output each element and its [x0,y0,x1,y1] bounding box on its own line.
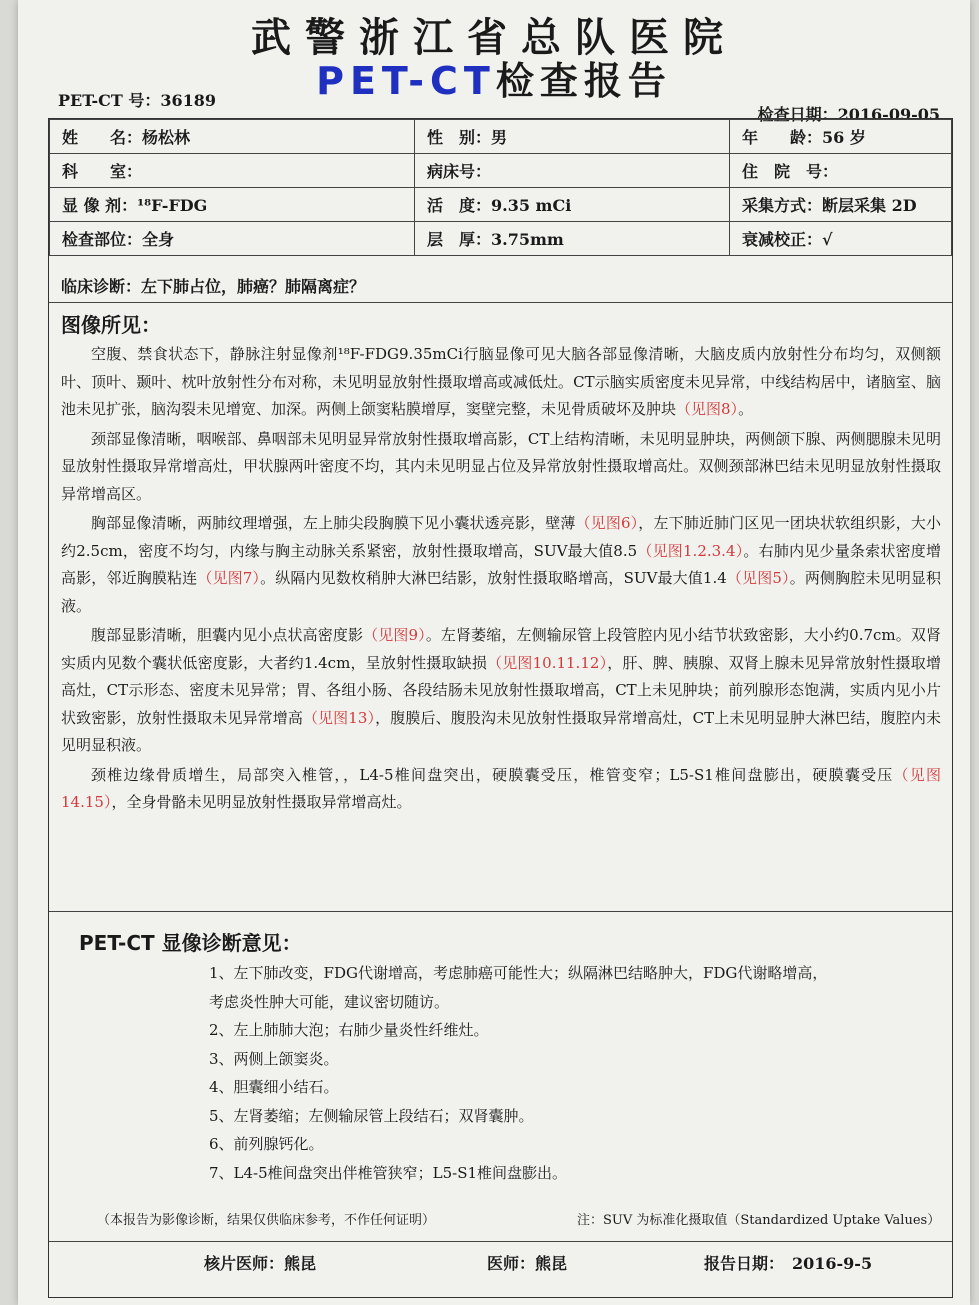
report-meta [58,88,940,124]
patient-info-table [49,119,952,256]
diagnosis-item: 2、左上肺肺大泡；右肺少量炎性纤维灶。 [209,1021,489,1039]
figure-ref: （见图10.11.12） [487,653,608,672]
disclaimer-note: （本报告为影像诊断，结果仅供临床参考，不作任何证明） [97,1213,436,1228]
diagnosis-title: PET-CT 显像诊断意见： [79,931,302,955]
admission-number: 住 院 号： [730,154,952,188]
diagnosis-item: 7、L4-5椎间盘突出伴椎管狭窄；L5-S1椎间盘膨出。 [209,1163,568,1182]
attenuation-correction: 衰减校正：√ [730,222,952,256]
diagnosis-item: 4、胆囊细小结石。 [209,1078,339,1096]
hospital-name: 武警浙江省总队医院 [251,15,737,61]
figure-ref: （见图5） [726,569,790,587]
findings-title: 图像所见： [61,313,161,337]
checking-physician: 核片医师：熊昆 [204,1254,317,1273]
figure-ref: （见图14.15） [61,765,941,811]
diagnosis-item: 1、左下肺改变，FDG代谢增高，考虑肺癌可能性大；纵隔淋巴结略肿大，FDG代谢略增高， [209,964,828,982]
patient-name: 姓 名：杨松林 [50,120,415,154]
petct-number: PET-CT 号：36189 [58,91,217,110]
diagnosis-item: 考虑炎性肿大可能，建议密切随访。 [209,992,450,1011]
figure-ref: （见图7） [197,569,261,587]
acquisition-mode: 采集方式：断层采集 2D [730,188,952,222]
patient-age: 年 龄：56 岁 [730,120,952,154]
signature-divider [49,1241,952,1242]
report-title-suffix: 检查报告 [495,59,672,103]
figure-ref: （见图8） [676,400,739,418]
bed-number: 病床号： [415,154,730,188]
exam-site: 检查部位：全身 [50,222,415,256]
findings-paragraph-spine: 颈椎边缘骨质增生，局部突入椎管，，L4-5椎间盘突出，硬膜囊受压，椎管变窄；L5-S1椎间盘膨出，硬膜囊受压（见图14.15），全身骨骼未见明显放射性摄取异常增高灶。 [61,765,941,811]
figure-ref: （见图9） [363,626,426,644]
figure-ref: （见图1.2.3.4） [637,541,744,560]
clinical-diagnosis: 临床诊断：左下肺占位，肺癌？肺隔离症？ [49,271,952,303]
department: 科 室： [50,154,415,188]
diagnosis-list [209,959,939,1187]
report-title-prefix: PET-CT [316,59,496,103]
physician: 医师：熊昆 [487,1254,568,1273]
suv-note: 注：SUV 为标准化摄取值（Standardized Uptake Values） [577,1213,941,1228]
report-date: 报告日期： 2016-9-5 [704,1254,873,1273]
patient-gender: 性 别：男 [415,120,730,154]
activity: 活 度：9.35 mCi [415,188,730,222]
report-frame [48,118,953,1298]
report-paper [18,0,970,1305]
findings-body [61,341,941,819]
figure-ref: （见图13） [302,708,376,727]
slice-thickness: 层 厚：3.75mm [415,222,730,256]
findings-paragraph-abdomen: 腹部显影清晰，胆囊内见小点状高密度影（见图9）。左肾萎缩，左侧输尿管上段管腔内见小结节状致密影，大小约0.7cm。双肾实质内见数个囊状低密度影，大者约1.4cm，呈放射性摄取缺损（见图10.11.12），肝、脾、胰腺、双肾上腺未见异常放射性摄取增高灶，CT示形态、密度未见异常；胃、各组小肠、各段结肠未见放射性摄取增高，CT上未见肿块；前列腺形态饱满，实质内见小片状致密影，放射性摄取未见异常增高（见图13），腹膜后、腹股沟未见放射性摄取异常增高灶，CT上未见明显肿大淋巴结，腹腔内未见明显积液。 [61,626,942,754]
exam-date: 检查日期：2016-09-05 [757,105,940,124]
section-divider [49,911,952,912]
diagnosis-item: 6、前列腺钙化。 [209,1135,324,1153]
figure-ref: （见图6） [575,514,639,532]
findings-paragraph-chest: 胸部显像清晰，两肺纹理增强，左上肺尖段胸膜下见小囊状透亮影，壁薄（见图6），左下肺近肺门区见一团块状软组织影，大小约2.5cm，密度不均匀，内缘与胸主动脉关系紧密，放射性摄取增高，SUV最大值8.5（见图1.2.3.4）。右肺内见少量条索状密度增高影，邻近胸膜粘连（见图7）。纵隔内见数枚稍肿大淋巴结影，放射性摄取略增高，SUV最大值1.4（见图5）。两侧胸腔未见明显积液。 [61,514,941,615]
diagnosis-item: 5、左肾萎缩；左侧输尿管上段结石；双肾囊肿。 [209,1106,534,1125]
findings-paragraph-neck: 颈部显像清晰，咽喉部、鼻咽部未见明显异常放射性摄取增高影，CT上结构清晰，未见明显肿块，两侧颌下腺、两侧腮腺未见明显放射性摄取异常增高灶，甲状腺两叶密度不均，其内未见明显占位及异常放射性摄取增高灶。双侧颈部淋巴结未见明显放射性摄取异常增高区。 [61,429,941,503]
diagnosis-item: 3、两侧上颌窦炎。 [209,1049,339,1068]
findings-paragraph-brain: 空腹、禁食状态下，静脉注射显像剂¹⁸F-FDG9.35mCi行脑显像可见大脑各部显像清晰，大脑皮质内放射性分布均匀，双侧额叶、顶叶、颞叶、枕叶放射性分布对称，未见明显放射性摄取增高或减低灶。CT示脑实质密度未见异常，中线结构居中，诸脑室、脑池未见扩张，脑沟裂未见增宽、加深。两侧上颌窦粘膜增厚，窦壁完整，未见骨质破坏及肿块（见图8）。 [61,345,941,418]
tracer: 显 像 剂：¹⁸F-FDG [50,188,415,222]
